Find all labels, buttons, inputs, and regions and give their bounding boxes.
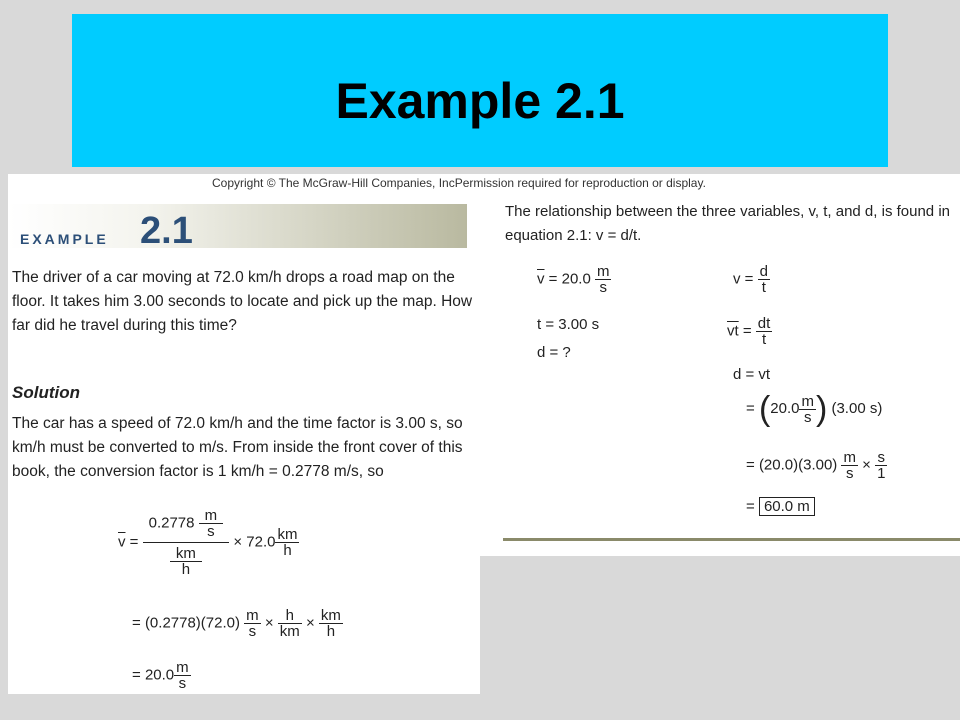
answer-box: 60.0 m	[759, 497, 815, 516]
equation-product: = (0.2778)(72.0) $\frac{m}{s}$ × $\frac{h}{km}$ × $\frac{km}{h}$	[132, 607, 341, 640]
derivation-answer: = 60.0 m	[746, 498, 815, 515]
derivation-v-equals-d-over-t: v = $\frac{d}{t}$	[733, 263, 768, 296]
banner-word: EXAMPLE	[20, 231, 109, 247]
problem-text	[12, 266, 472, 338]
given-time: t = 3.00 s	[537, 316, 600, 333]
solution-line: km/h must be converted to m/s. From inside the front cover of this	[12, 439, 463, 456]
given-velocity: $\overline{v} = 20.0$ $\frac{m}{s}$	[537, 263, 610, 296]
relationship-line: equation 2.1: v = d/t.	[505, 227, 642, 244]
solution-heading: Solution	[12, 383, 80, 402]
slide-title: Example 2.1	[335, 73, 625, 129]
copyright-notice: Copyright © The McGraw-Hill Companies, IncPermission required for reproduction or display.	[212, 176, 706, 190]
banner-number: 2.1	[140, 210, 193, 252]
problem-line: floor. It takes him 3.00 seconds to locate and pick up the map. How	[12, 293, 473, 310]
example-banner	[8, 204, 467, 252]
derivation-units: = (20.0)(3.00) $\frac{m}{s}$ × $\frac{s}{1}$	[746, 449, 886, 482]
solution-line: The car has a speed of 72.0 km/h and the time factor is 3.00 s, so	[12, 415, 463, 432]
equation-result: = 20.0 $\frac{m}{s}$	[132, 659, 189, 692]
section-divider	[503, 538, 960, 541]
given-distance: d = ?	[537, 344, 571, 361]
solution-text	[12, 412, 463, 484]
problem-line: far did he travel during this time?	[12, 317, 237, 334]
derivation-substitution: = (20.0 $\frac{m}{s}$ ) (3.00 s)	[746, 390, 883, 428]
slide-title-bar	[72, 14, 888, 167]
derivation-d-equals-vt: d = vt	[733, 366, 771, 383]
relationship-line: The relationship between the three variables, v, t, and d, is found in	[505, 203, 950, 220]
derivation-vt-equals-dt-over-t: $\overline{vt}$ = $\frac{dt}{t}$	[727, 315, 771, 348]
relationship-text	[505, 200, 950, 248]
equation-conversion: $\overline{v}$ = 0.2778 $\frac{m}{s}$ $\frac{km}{h}$ × 72.0 $\frac{km}{h}$	[118, 507, 298, 578]
problem-line: The driver of a car moving at 72.0 km/h drops a road map on the	[12, 269, 455, 286]
solution-line: book, the conversion factor is 1 km/h = 0.2778 m/s, so	[12, 463, 384, 480]
